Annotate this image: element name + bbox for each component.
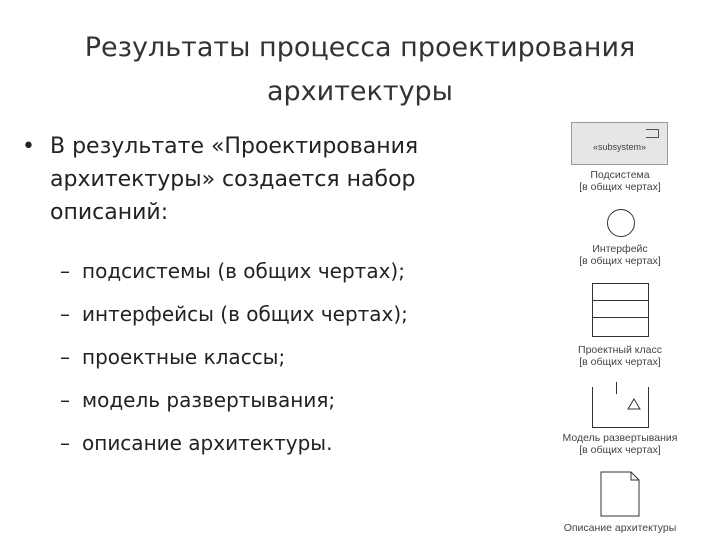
design-class-caption-line-1: Проектный класс	[578, 344, 662, 356]
design-class-caption	[550, 344, 690, 368]
sub-bullet-text: проектные классы;	[82, 345, 286, 369]
main-bullet	[22, 130, 522, 229]
architecture-caption: Описание архитектуры	[563, 522, 677, 534]
interface-caption	[550, 243, 690, 267]
slide-title-line-2: архитектуры	[266, 76, 454, 107]
design-class-caption-line-2: [в общих чертах]	[579, 356, 661, 368]
bullet-line-2: архитектуры» создается набор	[50, 167, 416, 192]
deployment-caption	[550, 432, 690, 456]
design-class-icon	[592, 283, 649, 337]
bullet-line-3: описаний:	[50, 200, 169, 225]
sub-bullet-text: описание архитектуры.	[82, 431, 333, 455]
triangle-icon	[627, 398, 641, 410]
dash-marker: –	[60, 388, 70, 412]
bullet-line-1: В результате «Проектирования	[50, 134, 419, 159]
sub-bullet-text: подсистемы (в общих чертах);	[82, 259, 405, 283]
dash-marker: –	[60, 345, 70, 369]
slide-title	[0, 26, 720, 114]
sub-bullet-item	[60, 422, 408, 465]
subsystem-caption-line-2: [в общих чертах]	[579, 181, 661, 193]
sub-bullet-item	[60, 293, 408, 336]
subsystem-tab-icon	[646, 129, 659, 138]
subsystem-stereotype: «subsystem»	[592, 142, 647, 152]
bullet-marker: •	[22, 134, 35, 159]
deployment-caption-line-1: Модель развертывания	[562, 432, 678, 444]
class-divider	[593, 300, 648, 301]
interface-caption-line-2: [в общих чертах]	[579, 255, 661, 267]
subsystem-caption	[550, 169, 690, 193]
sub-bullet-item	[60, 336, 408, 379]
sub-bullet-text: модель развертывания;	[82, 388, 336, 412]
subsystem-caption-line-1: Подсистема	[590, 169, 650, 181]
sub-bullet-item	[60, 250, 408, 293]
document-icon	[600, 471, 640, 517]
deployment-caption-line-2: [в общих чертах]	[579, 444, 661, 456]
dash-marker: –	[60, 302, 70, 326]
interface-circle-icon	[607, 209, 635, 237]
dash-marker: –	[60, 431, 70, 455]
interface-caption-line-1: Интерфейс	[592, 243, 648, 255]
sub-bullet-item	[60, 379, 408, 422]
sub-bullet-list	[60, 250, 408, 465]
dash-marker: –	[60, 259, 70, 283]
bullet-row	[22, 130, 522, 229]
slide-title-line-1: Результаты процесса проектирования	[84, 32, 636, 63]
subsystem-icon	[571, 122, 668, 165]
sub-bullet-text: интерфейсы (в общих чертах);	[82, 302, 408, 326]
class-divider	[593, 317, 648, 318]
